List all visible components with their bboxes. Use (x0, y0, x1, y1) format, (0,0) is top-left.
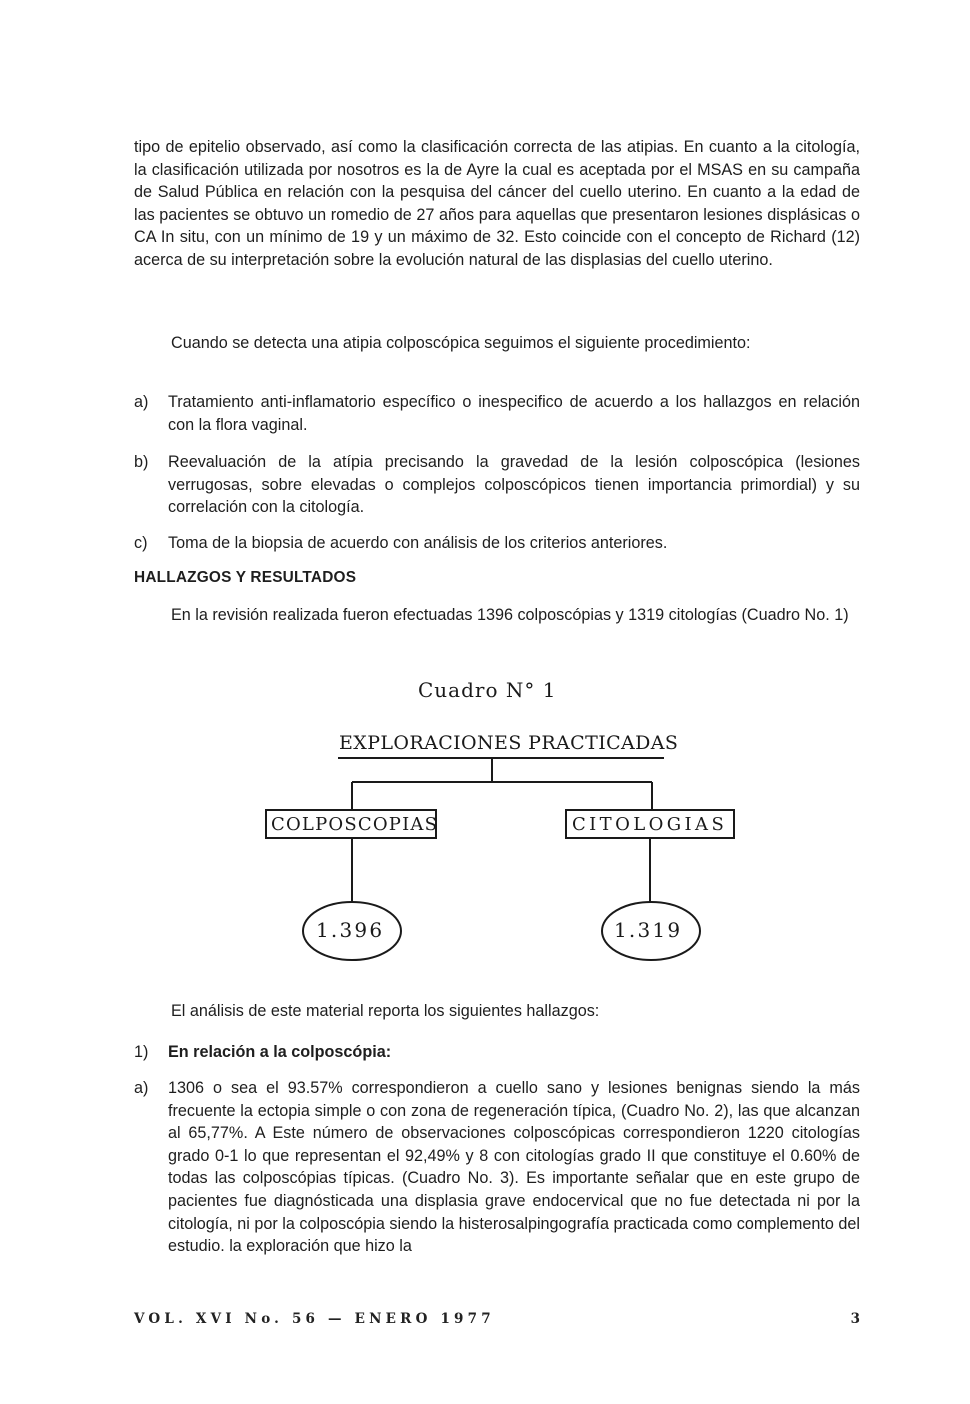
item-text: Reevaluación de la atípia precisando la gravedad de la lesión colposcópica (lesiones verrugosas, sobre elevadas o complejos colposcópicos tienen importancia primordial) y su correlación con la citología. (168, 453, 860, 517)
diagram-title: Cuadro N° 1 (418, 678, 557, 702)
page-number: 3 (850, 1311, 860, 1327)
item-label: a) (134, 393, 149, 411)
paragraph-4: El análisis de este material reporta los siguientes hallazgos: (171, 1002, 600, 1020)
item-label: c) (134, 534, 148, 552)
paragraph-3: En la revisión realizada fueron efectuadas 1396 colposcópias y 1319 citologías (Cuadro No. 1) (171, 606, 849, 624)
citologias-box: CITOLOGIAS (572, 814, 728, 835)
footer-issue: VOL. XVI No. 56 — ENERO 1977 (134, 1311, 495, 1327)
diagram-connectors (0, 670, 970, 990)
diagram-main-label: EXPLORACIONES PRACTICADAS (339, 732, 679, 754)
item-text: Toma de la biopsia de acuerdo con análisis de los criterios anteriores. (168, 534, 668, 552)
colposcopias-value: 1.396 (316, 918, 385, 942)
citologias-value: 1.319 (614, 918, 683, 942)
procedure-item-a (134, 391, 860, 436)
subsection-heading (134, 1041, 391, 1064)
page-footer (134, 1308, 860, 1331)
colposcopias-box: COLPOSCOPIAS (271, 814, 439, 835)
item-label: b) (134, 453, 149, 471)
subsection-number: 1) (134, 1043, 149, 1061)
finding-item-a (134, 1077, 860, 1258)
item-text: 1306 o sea el 93.57% correspondieron a cuello sano y lesiones benignas siendo la más frecuente la ectopia simple o con zona de regeneración típica, (Cuadro No. 2), las que alcanzan al 65,77%. A Este número de observaciones colposcópicas correspondieron 1220 citologías grado 0-1 lo que representan el 92,49% y 8 con citologías grado II que constituye el 0.60% de todas las colposcópias típicas. (Cuadro No. 3). Es importante señalar que en este grupo de pacientes fue diagnósticada una displasia grave endocervical que no fue detectada ni por la citología, ni por la colposcópia siendo la histerosalpingografía practicada como complemento del estudio. la exploración que hizo la (168, 1079, 860, 1256)
paragraph-1: tipo de epitelio observado, así como la clasificación correcta de las atipias. En cuanto a la citología, la clasificación utilizada por nosotros es la de Ayre la cual es aceptada por el MSAS en su campaña de Salud Pública en relación con la pesquisa del cáncer del cuello uterino. En cuanto a la edad de las pacientes se obtuvo un romedio de 27 años para aquellas que presentaron lesiones displásicas o CA In situ, con un mínimo de 19 y un máximo de 32. Esto coincide con el concepto de Richard (12) acerca de su interpretación sobre la evolución natural de las displasias del cuello uterino. (134, 138, 860, 269)
subsection-title: En relación a la colposcópia: (168, 1043, 392, 1061)
item-label: a) (134, 1079, 149, 1097)
paragraph-2: Cuando se detecta una atipia colposcópica seguimos el siguiente procedimiento: (171, 334, 751, 352)
section-heading: HALLAZGOS Y RESULTADOS (134, 569, 357, 586)
cuadro-diagram (0, 670, 970, 990)
procedure-item-b (134, 451, 860, 519)
procedure-item-c (134, 532, 860, 555)
item-text: Tratamiento anti-inflamatorio específico o inespecifico de acuerdo a los hallazgos en relación con la flora vaginal. (168, 393, 860, 434)
